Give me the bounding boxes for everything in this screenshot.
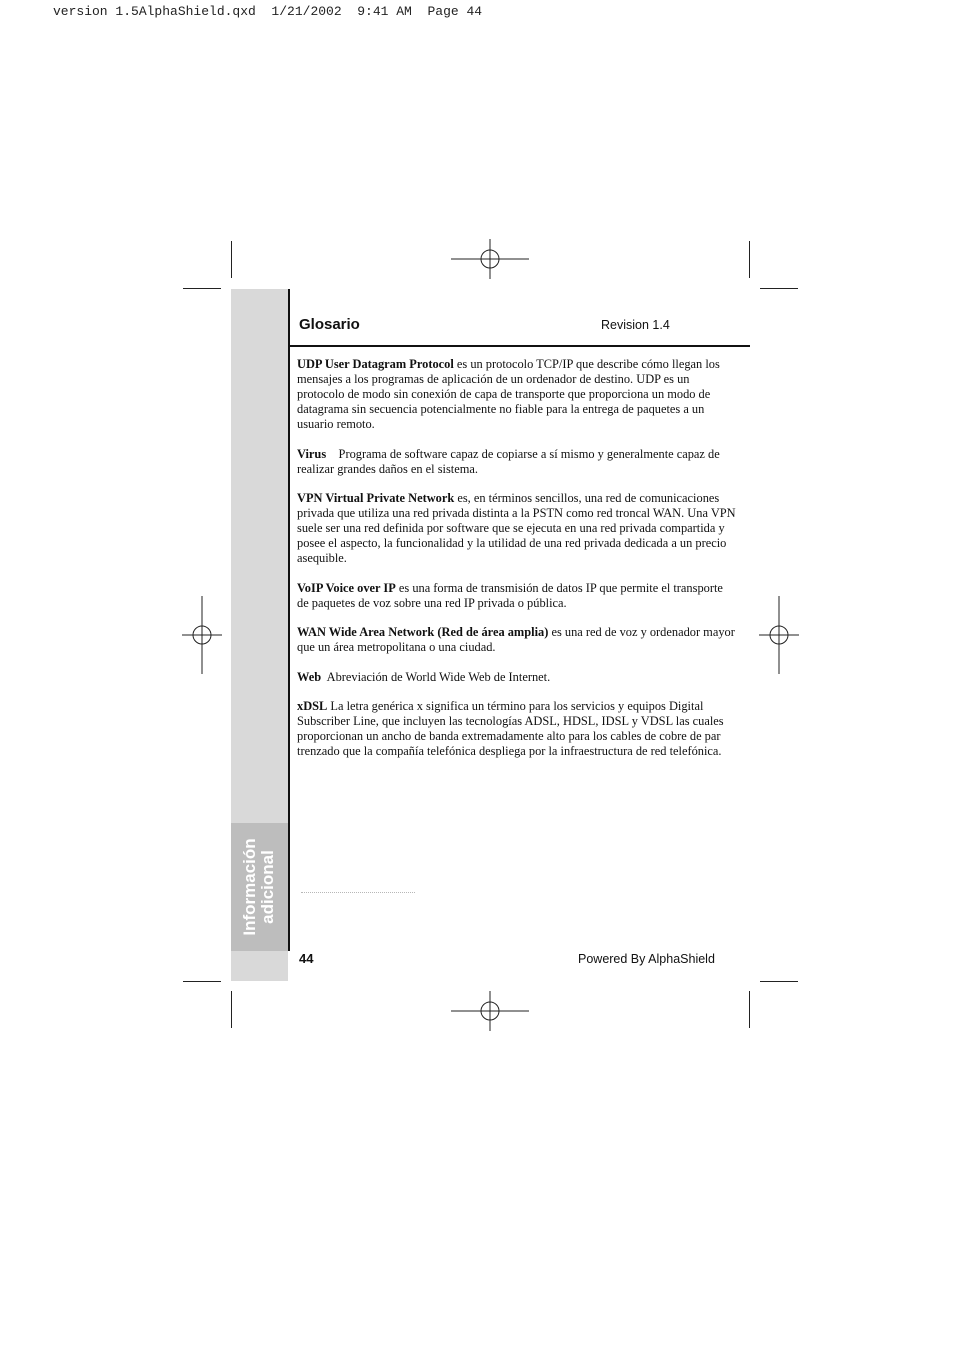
registration-mark-icon bbox=[451, 991, 529, 1031]
glossary-term: VPN Virtual Private Network bbox=[297, 491, 455, 505]
faded-text-artifact bbox=[301, 892, 415, 900]
glossary-definition: Programa de software capaz de copiarse a sí mismo y generalmente capaz de realizar grandes daños en el sistema. bbox=[297, 446, 723, 476]
crop-mark bbox=[183, 981, 221, 982]
crop-mark bbox=[183, 288, 221, 289]
crop-mark bbox=[749, 991, 750, 1028]
glossary-entry bbox=[297, 581, 737, 611]
glossary-definition: es, en términos sencillos, una red de comunicaciones privada que utiliza una red privada distinta a la PSTN como red troncal WAN. Una VPN suele ser una red definida por software que se ejecuta en una red privada compartida y posee el aspecto, la funcionalidad y la utilidad de una red privada dedicada a un precio asequible. bbox=[297, 491, 736, 565]
section-tab-label bbox=[241, 838, 277, 935]
page-vertical-rule bbox=[288, 289, 290, 951]
revision-label: Revision 1.4 bbox=[601, 318, 670, 332]
glossary-entry bbox=[297, 699, 737, 759]
page-number: 44 bbox=[299, 951, 314, 966]
section-tab-line1: Información bbox=[240, 838, 259, 936]
registration-mark-icon bbox=[182, 596, 222, 674]
glossary-term: WAN Wide Area Network (Red de área amplia) bbox=[297, 625, 549, 639]
crop-mark bbox=[760, 288, 798, 289]
crop-mark bbox=[749, 241, 750, 278]
glossary-definition: es una red de voz y ordenador mayor que un área metropolitana o una ciudad. bbox=[297, 625, 735, 654]
footer-text: Powered By AlphaShield bbox=[578, 952, 715, 966]
glossary-entry bbox=[297, 670, 737, 685]
section-tab bbox=[231, 823, 288, 951]
glossary-definition: es un protocolo TCP/IP que describe cómo llegan los mensajes a los programas de aplicación de un ordenador de destino. UDP es un protocolo de modo sin conexión de capa de transporte que proporciona un modo de datagrama sin secuencia potencialmente no fiable para la entrega de paquetes a un usuario remoto. bbox=[297, 357, 720, 431]
glossary-term: VoIP Voice over IP bbox=[297, 580, 396, 595]
glossary-entry bbox=[297, 625, 737, 655]
crop-mark bbox=[760, 981, 798, 982]
registration-mark-icon bbox=[451, 239, 529, 279]
crop-mark bbox=[231, 241, 232, 278]
glossary-definition: es una forma de transmisión de datos IP que permite el transporte de paquetes de voz sobre una red IP privada o pública. bbox=[297, 580, 723, 610]
glossary-entry bbox=[297, 491, 737, 566]
glossary-entry bbox=[297, 447, 737, 477]
glossary-definition: La letra genérica x significa un término para los servicios y equipos Digital Subscriber Line, que incluyen las tecnologías ADSL, HDSL, IDSL y VDSL las cuales proporcionan un ancho de banda extremadamente alto para los cables de cobre de par trenzado que la compañía telefónica despliega por la infraestructura de red telefónica. bbox=[297, 699, 724, 758]
glossary-definition: Abreviación de World Wide Web de Internet. bbox=[321, 669, 551, 684]
glossary-term: Web bbox=[297, 669, 322, 684]
glossary-term: xDSL bbox=[297, 699, 328, 713]
glossary-term: UDP User Datagram Protocol bbox=[297, 357, 454, 371]
glossary-content bbox=[297, 357, 737, 774]
page-title: Glosario bbox=[299, 316, 360, 333]
section-sidebar bbox=[231, 289, 288, 981]
glossary-term: Virus bbox=[297, 446, 327, 461]
crop-mark bbox=[231, 991, 232, 1028]
header-rule bbox=[288, 345, 750, 347]
glossary-entry bbox=[297, 357, 737, 432]
registration-mark-icon bbox=[759, 596, 799, 674]
file-slug: version 1.5AlphaShield.qxd 1/21/2002 9:41 AM Page 44 bbox=[53, 4, 483, 19]
section-tab-line2: adicional bbox=[258, 850, 277, 924]
